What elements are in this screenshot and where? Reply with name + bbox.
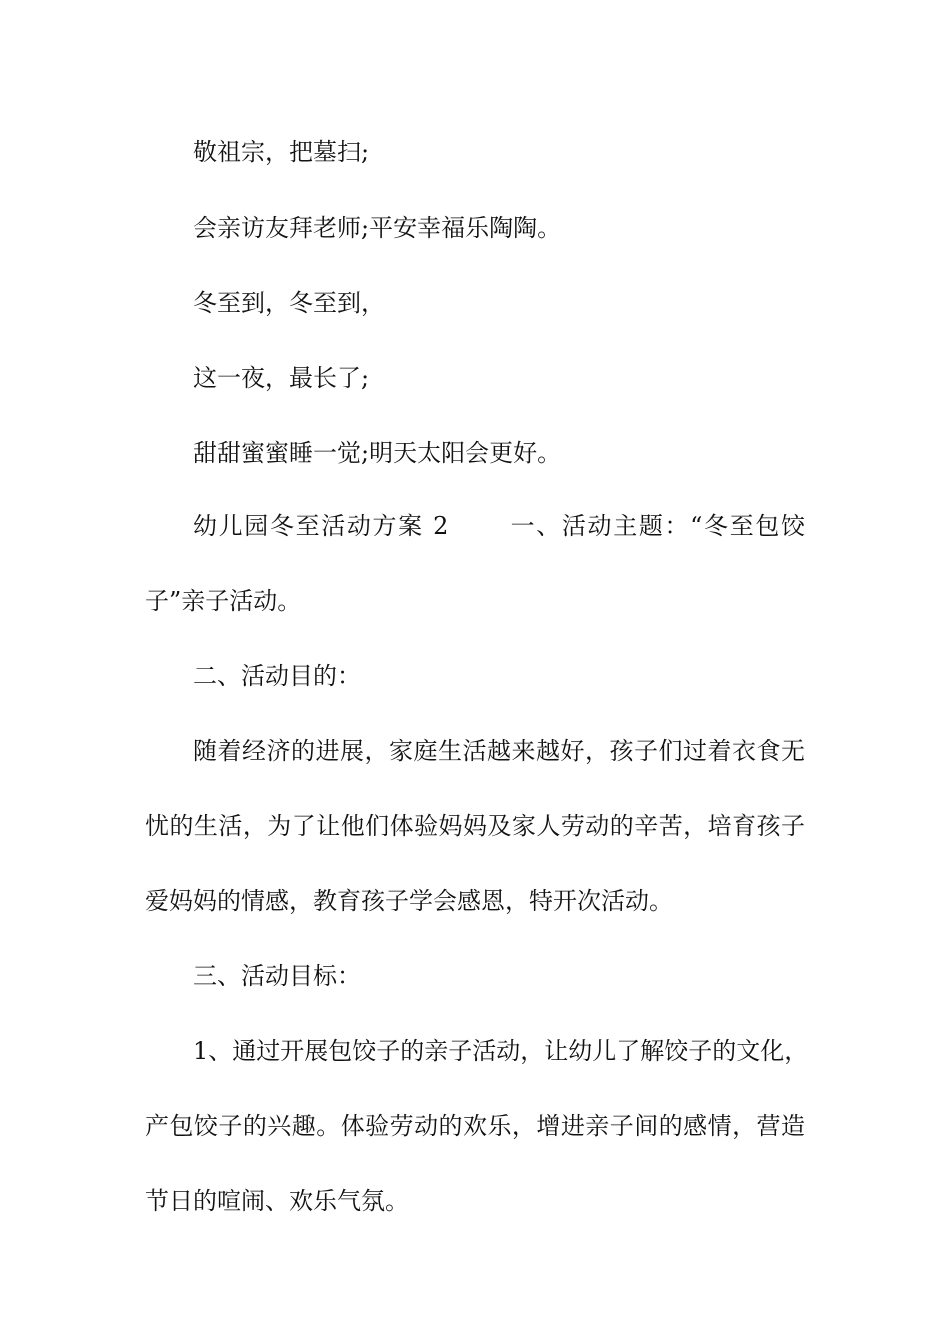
- paragraph-line: 1、通过开展包饺子的亲子活动，让幼儿了解饺子的文化，: [193, 1037, 809, 1065]
- poem-line: 这一夜，最长了;: [193, 364, 370, 392]
- paragraph-line: 爱妈妈的情感，教育孩子学会感恩，特开次活动。: [145, 887, 673, 915]
- paragraph-line: 产包饺子的兴趣。体验劳动的欢乐，增进亲子间的感情，营造: [145, 1112, 805, 1140]
- section-heading: 二、活动目的：: [193, 662, 361, 690]
- poem-line: 会亲访友拜老师;平安幸福乐陶陶。: [193, 214, 562, 242]
- section-title-line: 幼儿园冬至活动方案 2 一、活动主题：“冬至包饺: [193, 512, 805, 540]
- section-heading: 三、活动目标：: [193, 962, 361, 990]
- paragraph-line: 随着经济的进展，家庭生活越来越好，孩子们过着衣食无: [193, 737, 805, 765]
- paragraph-line: 子”亲子活动。: [145, 587, 302, 615]
- paragraph-line: 节日的喧闹、欢乐气氛。: [145, 1187, 409, 1215]
- poem-line: 甜甜蜜蜜睡一觉;明天太阳会更好。: [193, 439, 562, 467]
- poem-line: 冬至到，冬至到，: [193, 289, 385, 317]
- poem-line: 敬祖宗，把墓扫;: [193, 138, 370, 166]
- paragraph-line: 忧的生活，为了让他们体验妈妈及家人劳动的辛苦，培育孩子: [145, 812, 805, 840]
